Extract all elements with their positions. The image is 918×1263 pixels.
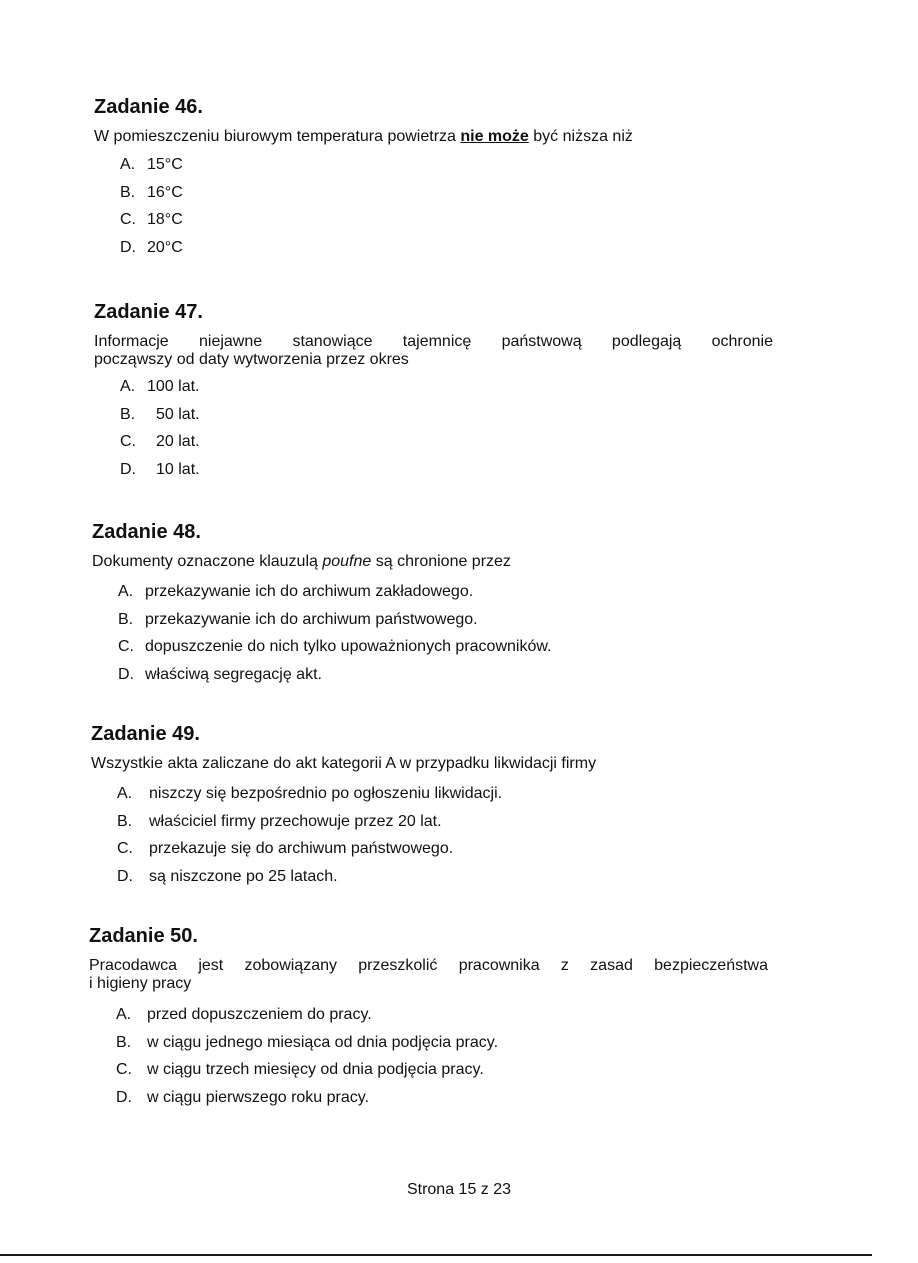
option-text: są niszczone po 25 latach. [149, 867, 338, 885]
option-letter: B. [116, 1033, 132, 1051]
option-text: 100 lat. [147, 378, 200, 395]
option-text: 20°C [147, 238, 183, 256]
option-letter: B. [118, 610, 134, 628]
option-text: 18°C [147, 211, 183, 228]
task-question [89, 957, 768, 993]
option-letter: A. [120, 378, 136, 395]
option-letter: C. [116, 1061, 132, 1078]
option-text: w ciągu jednego miesiąca od dnia podjęcia pracy. [147, 1033, 499, 1051]
answer-option-b[interactable] [116, 1034, 768, 1062]
answer-options [118, 583, 772, 693]
question-emphasis: nie może [460, 128, 529, 145]
option-text: w ciągu trzech miesięcy od dnia podjęcia pracy. [147, 1061, 484, 1078]
answer-option-a[interactable] [117, 785, 771, 813]
option-text: 20 lat. [156, 433, 200, 450]
option-letter: B. [120, 405, 136, 423]
question-line: Pracodawca jest zobowiązany przeszkolić pracownika z zasad bezpieczeństwa [89, 957, 768, 974]
task-question: Wszystkie akta zaliczane do akt kategorii A w przypadku likwidacji firmy [91, 755, 597, 772]
option-text: niszczy się bezpośrednio po ogłoszeniu likwidacji. [149, 785, 503, 802]
answer-option-a[interactable] [116, 1006, 768, 1034]
task-48 [92, 520, 772, 693]
option-text: właściwą segregację akt. [145, 665, 322, 683]
option-letter: C. [120, 211, 136, 228]
task-title: Zadanie 47. [94, 301, 203, 323]
option-text: przekazywanie ich do archiwum państwowego. [145, 610, 478, 628]
question-line: Informacje niejawne stanowiące tajemnicę państwową podlegają ochronie [94, 333, 773, 350]
answer-option-c[interactable] [116, 1061, 768, 1089]
answer-option-b[interactable] [120, 406, 773, 434]
task-title: Zadanie 50. [89, 925, 198, 947]
option-text: 15°C [147, 156, 183, 173]
option-letter: D. [116, 1088, 132, 1106]
option-letter: B. [117, 812, 133, 830]
task-46 [94, 95, 754, 266]
question-text: są chronione przez [371, 553, 511, 570]
answer-option-b[interactable] [118, 611, 772, 639]
answer-option-d[interactable] [118, 666, 772, 694]
answer-option-d[interactable] [117, 868, 771, 896]
answer-options [120, 156, 754, 266]
option-letter: A. [117, 785, 133, 802]
answer-option-c[interactable] [118, 638, 772, 666]
option-text: w ciągu pierwszego roku pracy. [147, 1088, 370, 1106]
answer-option-c[interactable] [120, 433, 773, 461]
answer-option-a[interactable] [120, 156, 754, 184]
answer-option-d[interactable] [116, 1089, 768, 1117]
option-letter: C. [120, 433, 136, 450]
option-letter: D. [118, 665, 134, 683]
answer-option-d[interactable] [120, 461, 773, 489]
option-letter: D. [120, 460, 136, 478]
task-title: Zadanie 48. [92, 521, 201, 543]
option-letter: A. [120, 156, 136, 173]
option-text: 16°C [147, 183, 183, 201]
task-question [94, 333, 773, 369]
task-49 [91, 722, 771, 895]
answer-option-a[interactable] [120, 378, 773, 406]
question-line: począwszy od daty wytworzenia przez okres [94, 351, 409, 368]
bottom-divider [0, 1254, 872, 1256]
page-number: Strona 15 z 23 [406, 1181, 512, 1198]
task-47 [94, 300, 773, 488]
option-text: przekazuje się do archiwum państwowego. [149, 840, 454, 857]
option-text: właściciel firmy przechowuje przez 20 lat. [149, 812, 442, 830]
answer-option-a[interactable] [118, 583, 772, 611]
option-text: przekazywanie ich do archiwum zakładowego. [145, 583, 474, 600]
option-letter: D. [117, 867, 133, 885]
question-text: W pomieszczeniu biurowym temperatura powietrza [94, 128, 461, 145]
answer-options [120, 378, 773, 488]
option-letter: B. [120, 183, 136, 201]
task-title: Zadanie 46. [94, 96, 203, 118]
option-letter: A. [116, 1006, 132, 1023]
answer-options [117, 785, 771, 895]
option-letter: C. [117, 840, 133, 857]
question-line: i higieny pracy [89, 975, 192, 992]
option-text: 50 lat. [156, 405, 200, 423]
answer-option-c[interactable] [120, 211, 754, 239]
question-emphasis: poufne [322, 553, 372, 570]
option-letter: D. [120, 238, 136, 256]
task-title: Zadanie 49. [91, 723, 200, 745]
task-50 [89, 924, 768, 1116]
answer-option-d[interactable] [120, 239, 754, 267]
answer-option-c[interactable] [117, 840, 771, 868]
task-question [94, 128, 754, 146]
option-text: 10 lat. [156, 460, 200, 478]
answer-option-b[interactable] [117, 813, 771, 841]
answer-options [116, 1006, 768, 1116]
answer-option-b[interactable] [120, 184, 754, 212]
option-text: dopuszczenie do nich tylko upoważnionych pracowników. [145, 638, 552, 655]
question-text: Dokumenty oznaczone klauzulą [92, 553, 323, 570]
task-question [92, 553, 772, 571]
option-letter: A. [118, 583, 134, 600]
option-text: przed dopuszczeniem do pracy. [147, 1006, 372, 1023]
question-text: być niższa niż [528, 128, 633, 145]
option-letter: C. [118, 638, 134, 655]
